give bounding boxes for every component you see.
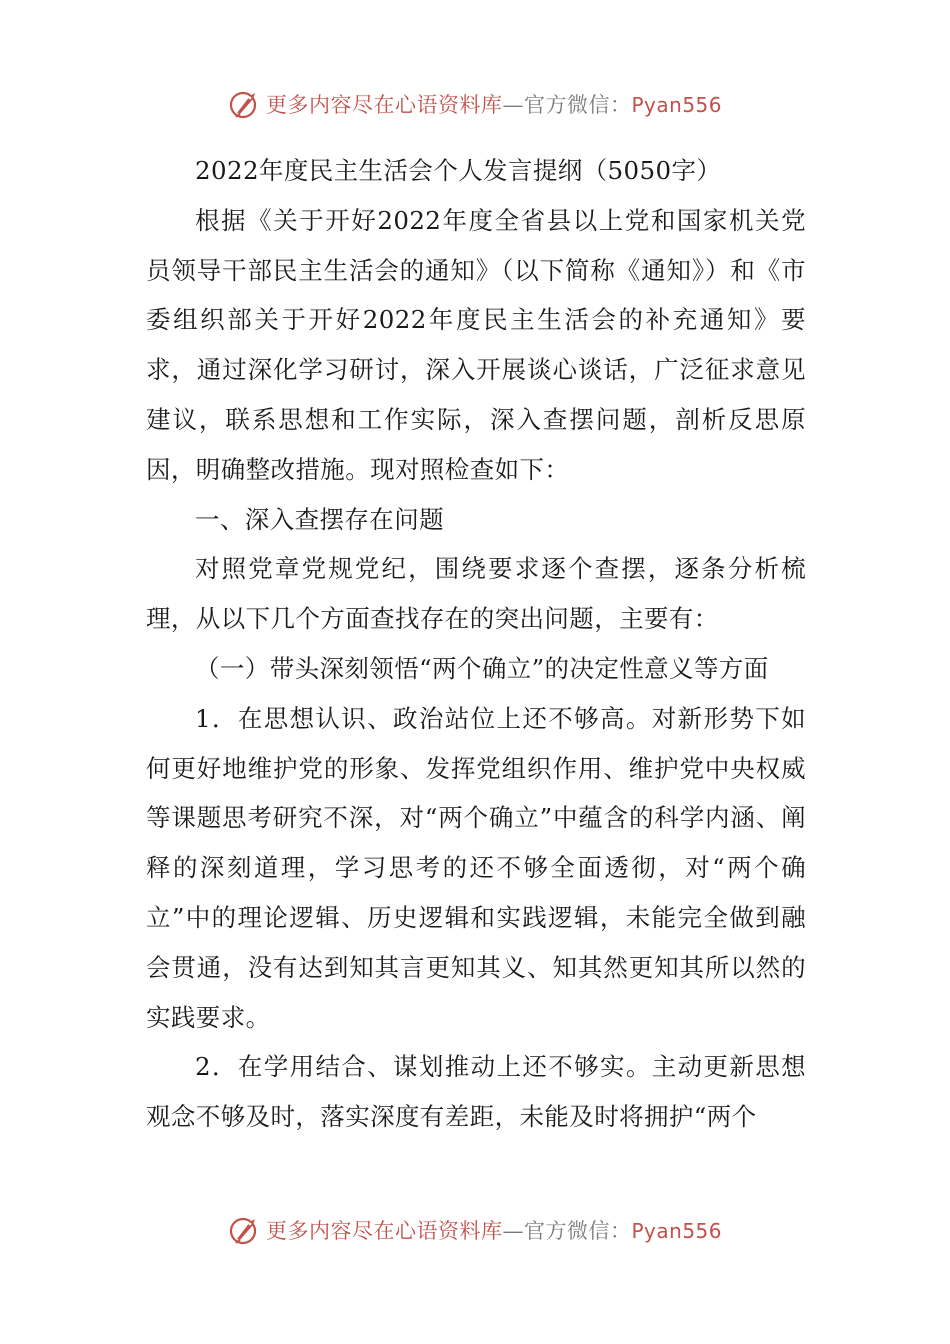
banner-text	[266, 89, 722, 119]
banner-promo-text: 更多内容尽在心语资料库	[265, 93, 503, 117]
banner-dash: —	[502, 1219, 524, 1243]
banner-promo-text: 更多内容尽在心语资料库	[265, 1219, 503, 1243]
pen-nib-circle-logo-icon	[228, 87, 262, 121]
header-banner	[0, 84, 950, 124]
pen-nib-circle-logo-icon	[228, 1213, 262, 1247]
document-body	[146, 146, 806, 1142]
section-heading-1: 一、深入查摆存在问题	[195, 504, 444, 534]
paragraph-overview: 对照党章党规党纪，围绕要求逐个查摆，逐条分析梳理，从以下几个方面查找存在的突出问题，主要有：	[146, 554, 806, 634]
footer-banner	[0, 1210, 950, 1250]
paragraph-intro: 根据《关于开好2022年度全省县以上党和国家机关党员领导干部民主生活会的通知》（以下简称《通知》）和《市委组织部关于开好2022年度民主生活会的补充通知》要求，通过深化学习研讨，深入开展谈心谈话，广泛征求意见建议，联系思想和工作实际，深入查摆问题，剖析反思原因，明确整改措施。现对照检查如下：	[146, 205, 806, 484]
banner-wechat-label: 官方微信：	[523, 1219, 632, 1243]
banner-wechat-id: Pyan556	[631, 93, 722, 117]
banner-text	[266, 1215, 722, 1245]
subsection-heading-1: （一）带头深刻领悟“两个确立”的决定性意义等方面	[195, 653, 769, 683]
document-title: 2022年度民主生活会个人发言提纲（5050字）	[195, 156, 722, 185]
banner-wechat-label: 官方微信：	[523, 93, 632, 117]
banner-wechat-id: Pyan556	[631, 1219, 722, 1243]
paragraph-item-1: 1．在思想认识、政治站位上还不够高。对新形势下如何更好地维护党的形象、发挥党组织作用、维护党中央权威等课题思考研究不深，对“两个确立”中蕴含的科学内涵、阐释的深刻道理，学习思考的还不够全面透彻，对“两个确立”中的理论逻辑、历史逻辑和实践逻辑，未能完全做到融会贯通，没有达到知其言更知其义、知其然更知其所以然的实践要求。	[146, 703, 806, 1032]
banner-dash: —	[502, 93, 524, 117]
paragraph-item-2: 2．在学用结合、谋划推动上还不够实。主动更新思想观念不够及时，落实深度有差距，未能及时将拥护“两个	[146, 1052, 806, 1132]
